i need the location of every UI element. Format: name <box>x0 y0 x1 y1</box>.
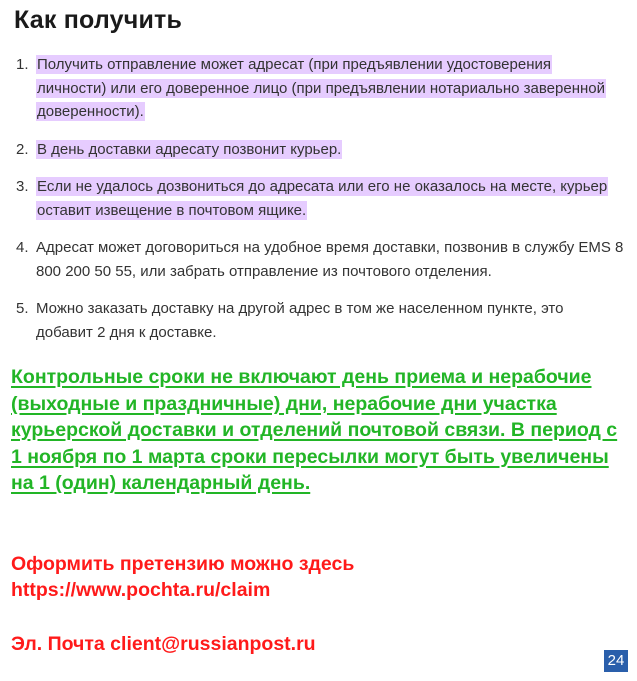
step-text: В день доставки адресату позвонит курьер. <box>37 140 342 158</box>
page-number-badge: 24 <box>604 650 628 672</box>
list-item <box>14 297 624 344</box>
step-number: 4. <box>16 239 29 256</box>
steps-list <box>14 53 624 358</box>
list-item <box>14 53 624 124</box>
delivery-terms-notice: Контрольные сроки не включают день приема и нерабочие (выходные и праздничные) дни, нерабочие дни участка курьерской доставки и отделений почтовой связи. В период с 1 ноября по 1 марта сроки пересылки могут быть увеличены на 1 (один) календарный день. <box>11 366 618 494</box>
list-item <box>14 236 624 283</box>
step-number: 3. <box>16 178 29 195</box>
step-number: 2. <box>16 140 29 158</box>
list-item <box>14 175 624 222</box>
step-number: 1. <box>16 56 29 73</box>
claim-label: Оформить претензию можно здесь <box>11 553 355 575</box>
step-text: Если не удалось дозвониться до адресата или его не оказалось на месте, курьер оставит извещение в почтовом ящике. <box>37 178 608 219</box>
page-title: Как получить <box>14 6 183 34</box>
step-text: Можно заказать доставку на другой адрес в том же населенном пункте, это добавит 2 дня к доставке. <box>36 300 564 341</box>
step-number: 5. <box>16 300 29 317</box>
step-text: Получить отправление может адресат (при предъявлении удостоверения личности) или его доверенное лицо (при предъявлении нотариально заверенной доверенности). <box>37 56 605 120</box>
claim-link[interactable]: https://www.pochta.ru/claim <box>11 579 271 601</box>
list-item <box>14 138 624 162</box>
contact-email[interactable]: Эл. Почта client@russianpost.ru <box>11 633 316 655</box>
step-text: Адресат может договориться на удобное время доставки, позвонив в службу EMS 8 800 200 50 55, или забрать отправление из почтового отделения. <box>36 239 624 280</box>
